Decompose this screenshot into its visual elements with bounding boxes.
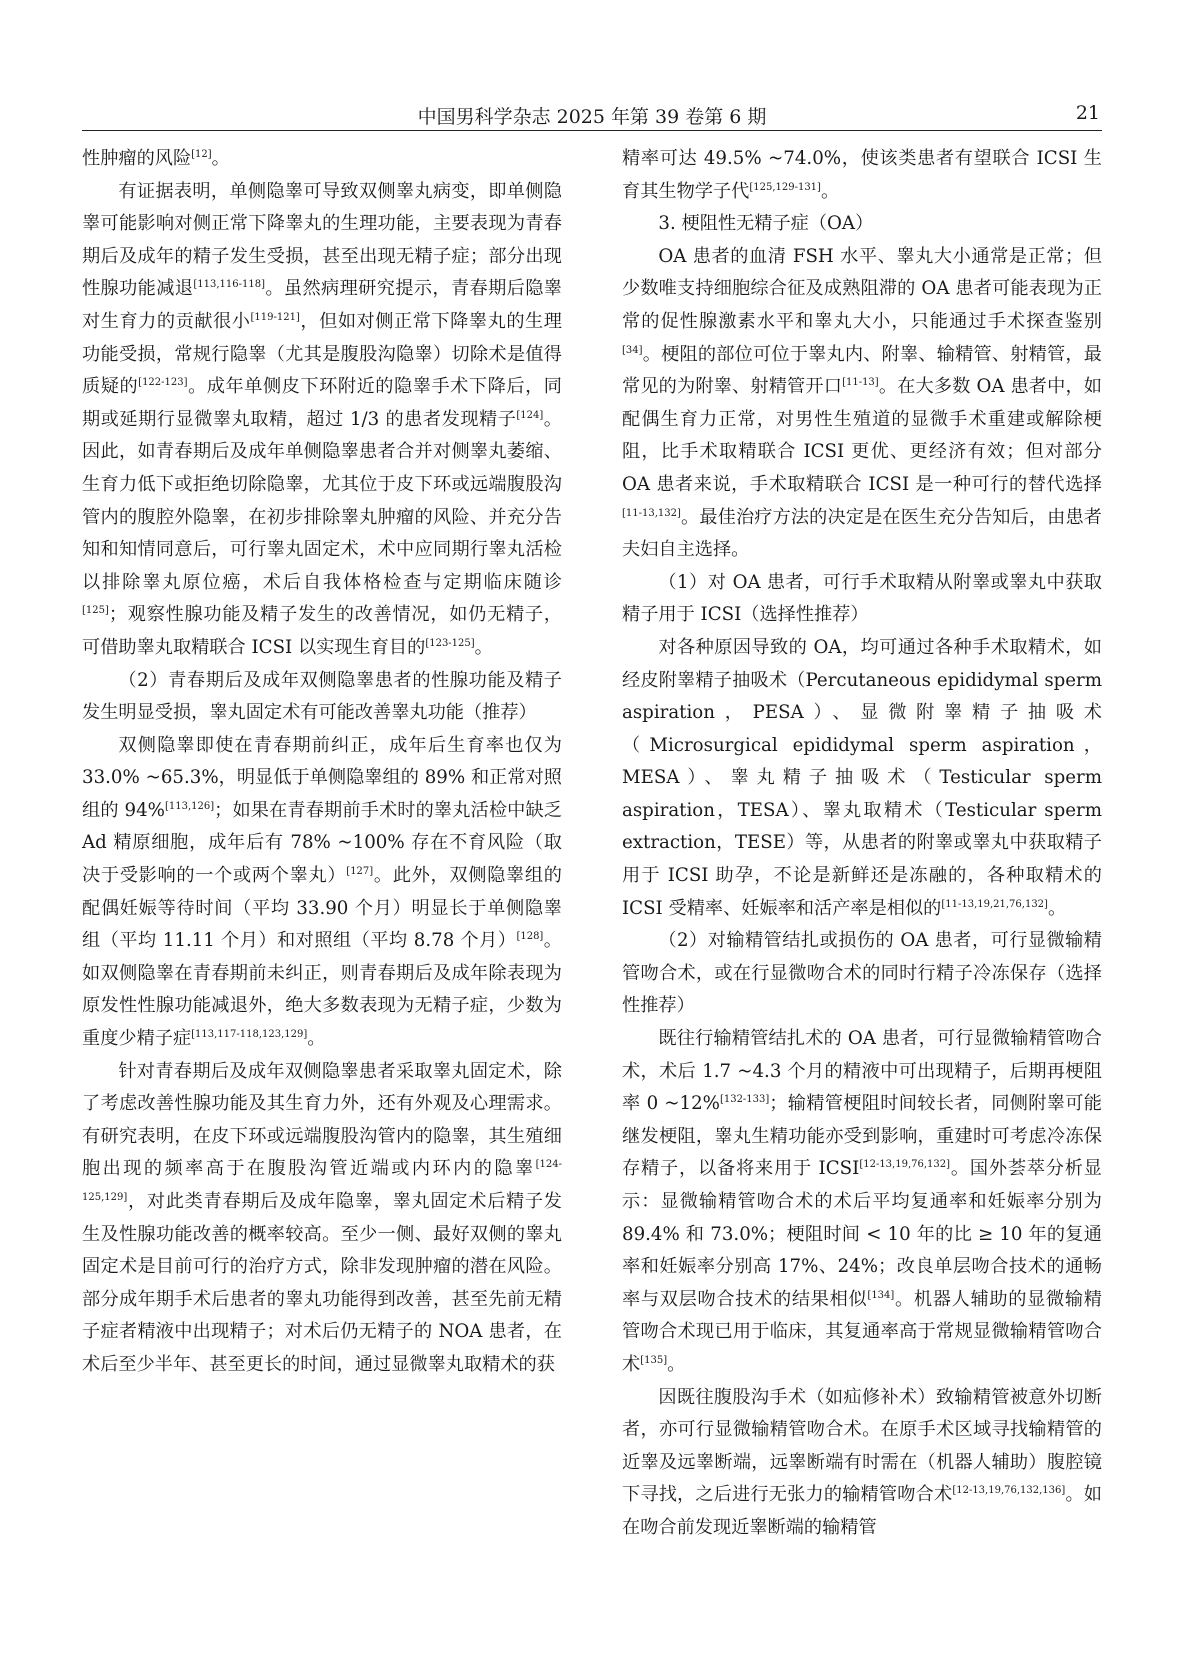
paragraph <box>622 208 1102 241</box>
citation-ref: [123-125] <box>425 637 475 649</box>
citation-ref: [128] <box>516 931 544 943</box>
text-run: 。国外荟萃分析显示：显微输精管吻合术的术后平均复通率和妊娠率分别为 89.4% 和 73.0%；梗阻时间 < 10 年的比 ≥ 10 年的复通率和妊娠率分别高 17%、24%；改良单层吻合技术的通畅率与双层吻合技术的结果相似 <box>622 1158 1102 1310</box>
text-run: 。梗阻的部位可位于睾丸内、附睾、输精管、射精管，最常见的为附睾、射精管开口 <box>622 343 1102 398</box>
citation-ref: [34] <box>622 344 643 356</box>
text-run: 。 <box>474 636 493 658</box>
text-run: 对各种原因导致的 OA，均可通过各种手术取精术，如经皮附睾精子抽吸术（Percutaneous epididymal sperm aspiration，PESA）、显微附睾精子抽吸术（Microsurgical epididymal sperm aspiration，MESA）、睾丸精子抽吸术（Testicular sperm aspiration，TESA）、睾丸取精术（Testicular sperm extraction，TESE）等，从患者的附睾或睾丸中获取精子用于 ICSI 助孕，不论是新鲜还是冻融的，各种取精术的 ICSI 受精率、妊娠率和活产率是相似的 <box>622 636 1102 919</box>
citation-ref: [132-133] <box>719 1094 770 1106</box>
paragraph <box>622 241 1102 567</box>
text-run: 有证据表明，单侧隐睾可导致双侧睾丸病变，即单侧隐睾可能影响对侧正常下降睾丸的生理功能，主要表现为青春期后及成年的精子发生受损，甚至出现无精子症；部分出现性腺功能减退 <box>82 180 562 300</box>
text-run: 。 <box>1047 897 1067 919</box>
text-run: 。因此，如青春期后及成年单侧隐睾患者合并对侧睾丸萎缩、生育力低下或拒绝切除隐睾，尤其位于皮下环或远端腹股沟管内的腹腔外隐睾，在初步排除睾丸肿瘤的风险、并充分告知和知情同意后，可行睾丸固定术，术中应同期行睾丸活检以排除睾丸原位癌，术后自我体格检查与定期临床随诊 <box>82 408 562 593</box>
paragraph <box>622 1023 1102 1382</box>
text-run: 。此外，双侧隐睾组的配偶妊娠等待时间（平均 33.90 个月）明显长于单侧隐睾组（平均 11.11 个月）和对照组（平均 8.78 个月） <box>82 865 562 952</box>
paragraph <box>82 1056 562 1382</box>
text-run: 。成年单侧皮下环附近的隐睾手术下降后，同期或延期行显微睾丸取精，超过 1/3 的患者发现精子 <box>82 376 562 430</box>
text-run: 。如在吻合前发现近睾断端的输精管 <box>622 1484 1102 1538</box>
text-run: 3. 梗阻性无精子症（OA） <box>658 213 874 235</box>
citation-ref: [11-13] <box>842 377 879 389</box>
citation-ref: [113,126] <box>164 800 215 812</box>
text-run: 既往行输精管结扎术的 OA 患者，可行显微输精管吻合术，术后 1.7 ~4.3 个月的精液中可出现精子，后期再梗阻率 0 ~12% <box>622 1028 1102 1115</box>
text-run: 性肿瘤的风险 <box>82 148 192 169</box>
text-run: ；输精管梗阻时间较长者，同侧附睾可能继发梗阻，睾丸生精功能亦受到影响，重建时可考虑冷冻保存精子，以备将来用于 ICSI <box>622 1093 1102 1180</box>
text-run: 。虽然病理研究提示，青春期后隐睾对生育力的贡献很小 <box>82 278 562 332</box>
citation-ref: [122-123] <box>138 377 188 389</box>
text-run: 。机器人辅助的显微输精管吻合术现已用于临床，其复通率高于常规显微输精管吻合术 <box>622 1288 1102 1375</box>
citation-ref: [12] <box>191 149 212 160</box>
text-run: ；如果在青春期前手术时的睾丸活检中缺乏 Ad 精原细胞，成年后有 78% ~100% 存在不育风险（取决于受影响的一个或两个睾丸） <box>82 799 562 887</box>
citation-ref: [12-13,19,76,132,136] <box>952 1485 1066 1497</box>
text-run: OA 患者的血清 FSH 水平、睾丸大小通常是正常；但少数唯支持细胞综合征及成熟阻滞的 OA 患者可能表现为正常的促性腺激素水平和睾丸大小，只能通过手术探查鉴别 <box>622 245 1102 332</box>
text-run: 双侧隐睾即使在青春期前纠正，成年后生育率也仅为 33.0% ~65.3%，明显低于单侧隐睾组的 89% 和正常对照组的 94% <box>82 734 562 821</box>
text-run: （2）对输精管结扎或损伤的 OA 患者，可行显微输精管吻合术，或在行显微吻合术的同时行精子冷冻保存（选择性推荐） <box>622 930 1102 1017</box>
text-run: 。 <box>667 1353 686 1375</box>
citation-ref: [12-13,19,76,132] <box>859 1159 951 1171</box>
text-run: 。最佳治疗方法的决定是在医生充分告知后，由患者夫妇自主选择。 <box>622 506 1102 561</box>
page-number: 21 <box>1075 102 1100 124</box>
citation-ref: [127] <box>346 866 374 878</box>
text-run: 因既往腹股沟手术（如疝修补术）致输精管被意外切断者，亦可行显微输精管吻合术。在原手术区域寻找输精管的近睾及远睾断端，远睾断端有时需在（机器人辅助）腹腔镜下寻找，之后进行无张力的输精管吻合术 <box>622 1386 1102 1506</box>
paragraph <box>622 567 1102 632</box>
citation-ref: [134] <box>867 1289 895 1301</box>
citation-ref: [11-13,132] <box>622 507 681 519</box>
paragraph <box>622 632 1102 925</box>
text-run: 。在大多数 OA 患者中，如配偶生育力正常，对男性生殖道的显微手术重建或解除梗阻，比手术取精联合 ICSI 更优、更经济有效；但对部分 OA 患者来说，手术取精联合 ICSI 是一种可行的替代选择 <box>622 376 1102 495</box>
text-run: 。 <box>307 1028 326 1050</box>
journal-title: 中国男科学杂志 2025 年第 39 卷第 6 期 <box>417 106 767 128</box>
citation-ref: [125,129-131] <box>749 181 821 193</box>
text-run: ；观察性腺功能及精子发生的改善情况，如仍无精子，可借助睾丸取精联合 ICSI 以实现生育目的 <box>82 604 562 658</box>
text-run: ，对此类青春期后及成年隐睾，睾丸固定术后精子发生及性腺功能改善的概率较高。至少一侧、最好双侧的睾丸固定术是目前可行的治疗方式，除非发现肿瘤的潜在风险。部分成年期手术后患者的睾丸功能得到改善，甚至先前无精子症者精液中出现精子；对术后仍无精子的 NOA 患者，在术后至少半年、甚至更长的时间，通过显微睾丸取精术的获 <box>82 1191 562 1375</box>
citation-ref: [125] <box>82 605 109 617</box>
citation-ref: [119-121] <box>250 311 300 323</box>
paragraph <box>82 176 562 665</box>
paragraph <box>622 143 1102 208</box>
text-run: 。 <box>211 148 230 169</box>
text-run: ，但如对侧正常下降睾丸的生理功能受损，常规行隐睾（尤其是腹股沟隐睾）切除术是值得质疑的 <box>82 310 562 398</box>
paragraph <box>82 665 562 730</box>
citation-ref: [113,116-118] <box>193 279 265 291</box>
running-header <box>82 100 1102 131</box>
text-run: （2）青春期后及成年双侧隐睾患者的性腺功能及精子发生明显受损，睾丸固定术有可能改善睾丸功能（推荐） <box>82 669 562 724</box>
text-run: （1）对 OA 患者，可行手术取精从附睾或睾丸中获取精子用于 ICSI（选择性推荐） <box>622 571 1102 626</box>
text-run: 针对青春期后及成年双侧隐睾患者采取睾丸固定术，除了考虑改善性腺功能及其生育力外，还有外观及心理需求。有研究表明，在皮下环或远端腹股沟管内的隐睾，其生殖细胞出现的频率高于在腹股沟管近端或内环内的隐睾 <box>82 1060 562 1180</box>
right-column <box>622 143 1102 1545</box>
citation-ref: [124] <box>516 409 544 421</box>
paragraph <box>82 730 562 1056</box>
left-column <box>82 143 562 1382</box>
paragraph <box>622 925 1102 1023</box>
citation-ref: [124-125,129] <box>82 1159 562 1203</box>
paragraph <box>622 1382 1102 1545</box>
citation-ref: [11-13,19,21,76,132] <box>941 898 1048 910</box>
text-run: 。 <box>820 180 840 202</box>
citation-ref: [135] <box>640 1354 668 1366</box>
text-run: 。如双侧隐睾在青春期前未纠正，则青春期后及成年除表现为原发性性腺功能减退外，绝大多数表现为无精子症，少数为重度少精子症 <box>82 930 562 1050</box>
citation-ref: [113,117-118,123,129] <box>191 1029 308 1041</box>
text-run: 精率可达 49.5% ~74.0%，使该类患者有望联合 ICSI 生育其生物学子代 <box>622 148 1102 202</box>
paragraph <box>82 143 562 176</box>
